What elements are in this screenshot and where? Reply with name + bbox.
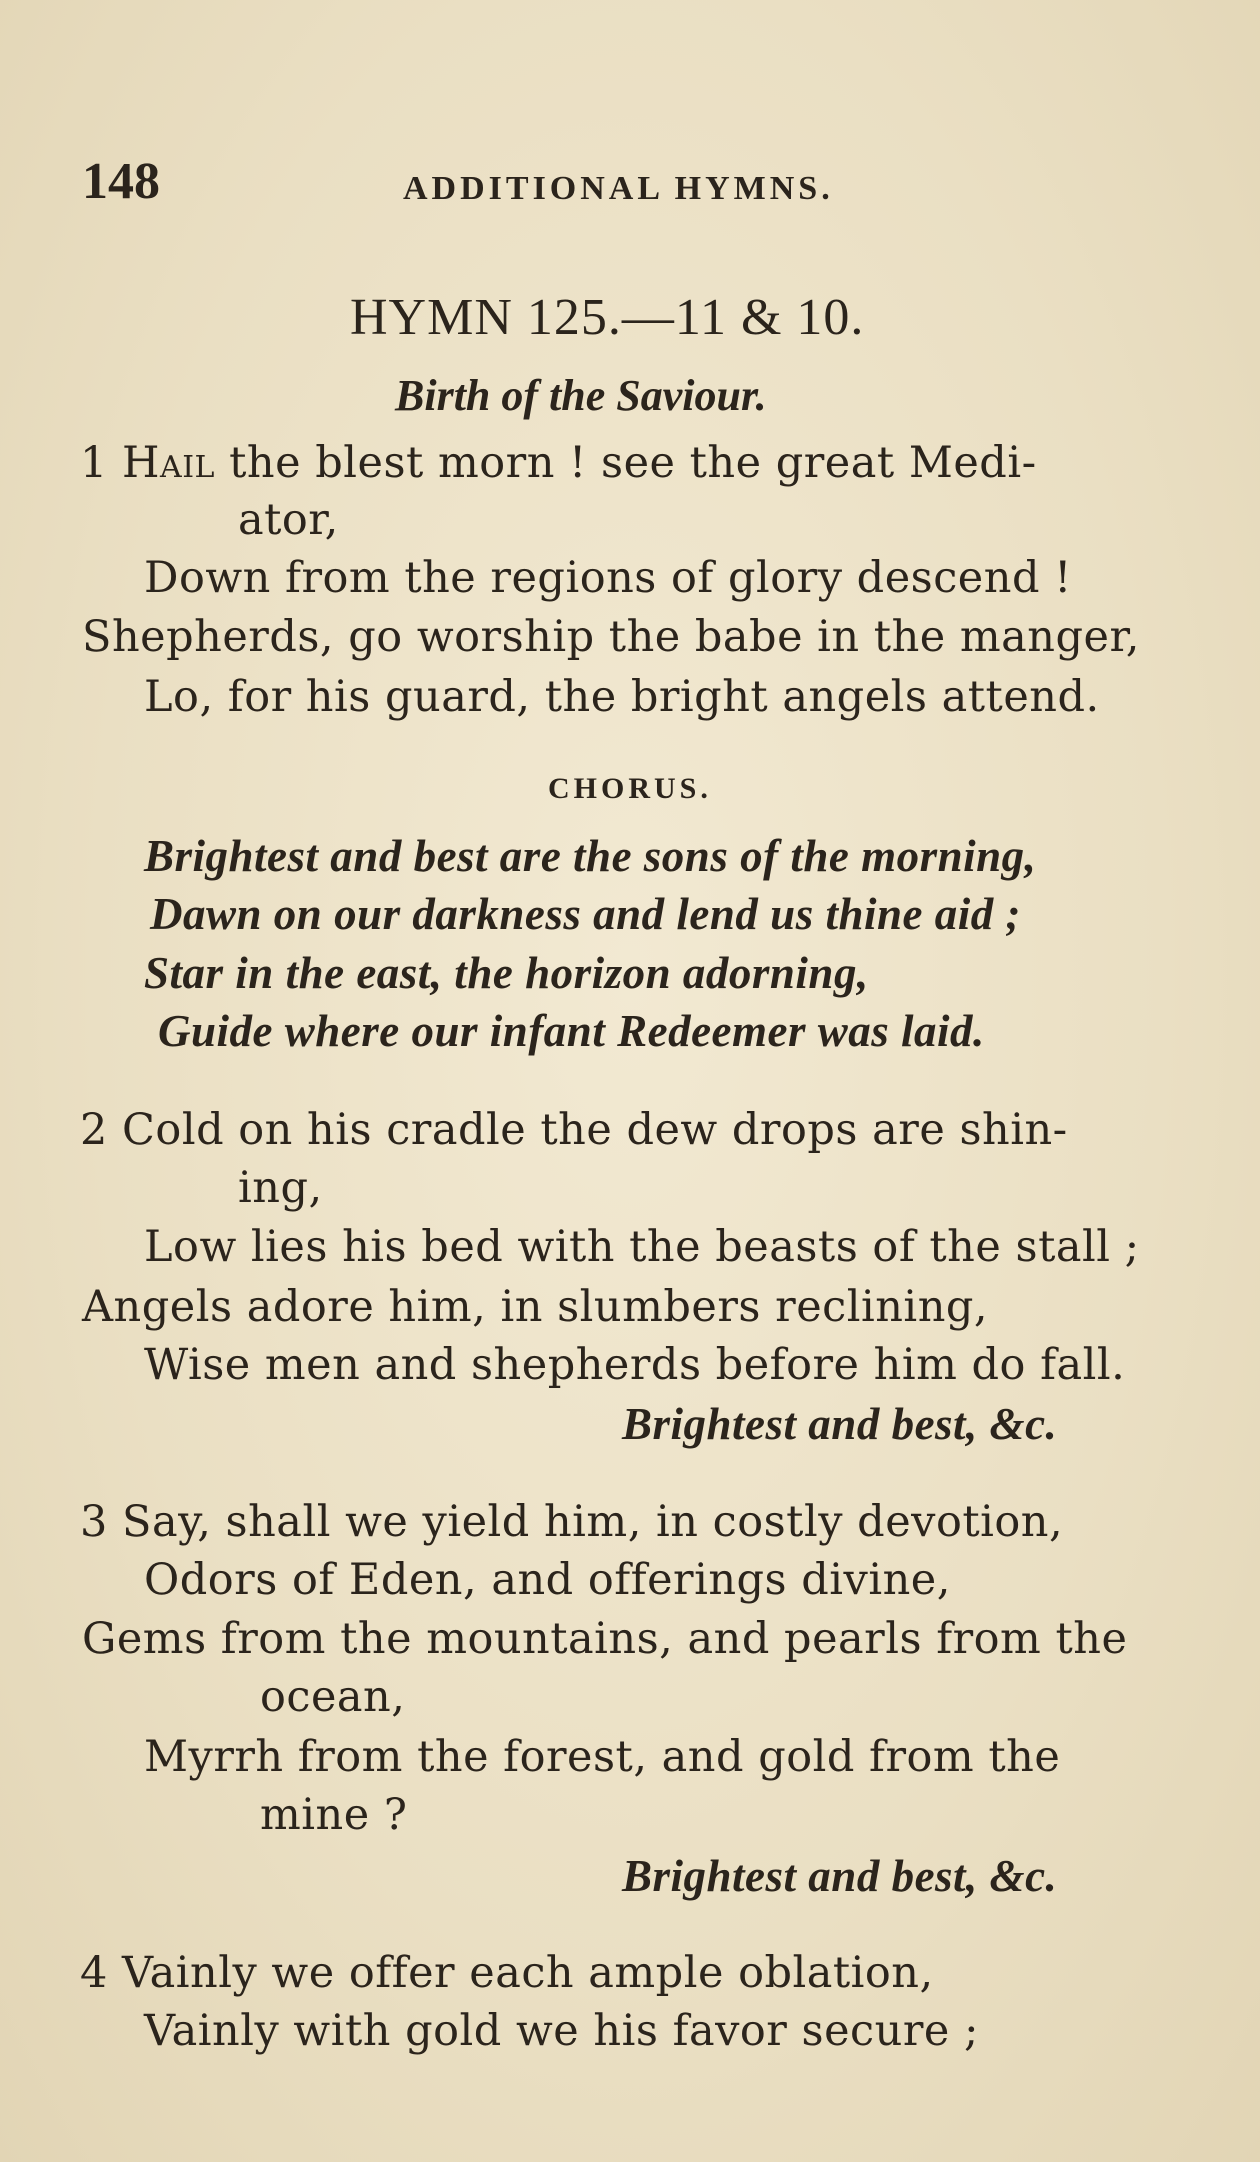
verse-2-line-2: Low lies his bed with the beasts of the stall ; (144, 1222, 1140, 1272)
chorus-line-3: Star in the east, the horizon adorning, (144, 948, 869, 998)
verse-1-line-1 (80, 438, 1037, 488)
verse-line-text: the blest morn ! see the great Medi- (229, 438, 1037, 488)
verse-3-line-3: Gems from the mountains, and pearls from the (82, 1614, 1128, 1664)
verse-3-line-1 (80, 1497, 1063, 1547)
verse-1-line-4: Lo, for his guard, the bright angels attend. (144, 672, 1100, 722)
page-number: 148 (82, 153, 160, 210)
verse-number: 1 (80, 438, 108, 488)
verse-3-refrain: Brightest and best, &c. (622, 1851, 1058, 1901)
verse-3-line-3-cont: ocean, (260, 1672, 406, 1722)
verse-2-refrain: Brightest and best, &c. (622, 1399, 1058, 1449)
verse-line-text: Cold on his cradle the dew drops are shin- (122, 1105, 1068, 1155)
chorus-line-4: Guide where our infant Redeemer was laid. (158, 1006, 985, 1056)
verse-2-line-1 (80, 1105, 1068, 1155)
verse-3-line-4: Myrrh from the forest, and gold from the (144, 1732, 1061, 1782)
verse-1-line-3: Shepherds, go worship the babe in the manger, (82, 612, 1140, 662)
verse-number: 3 (80, 1497, 108, 1547)
verse-number: 2 (80, 1105, 108, 1155)
verse-line-text: Say, shall we yield him, in costly devotion, (122, 1497, 1064, 1547)
hymn-title: HYMN 125.—11 & 10. (350, 289, 865, 346)
verse-3-line-4-cont: mine ? (260, 1790, 408, 1840)
verse-1-line-2: Down from the regions of glory descend ! (144, 553, 1072, 603)
verse-1-line-1-cont: ator, (238, 495, 339, 545)
verse-2-line-1-cont: ing, (238, 1163, 323, 1213)
hymn-subtitle: Birth of the Saviour. (395, 371, 767, 420)
verse-2-line-3: Angels adore him, in slumbers reclining, (82, 1282, 989, 1332)
verse-number: 4 (80, 1948, 108, 1998)
chorus-line-1: Brightest and best are the sons of the morning, (144, 831, 1037, 881)
verse-line-text: Vainly we offer each ample oblation, (122, 1948, 934, 1998)
chorus-line-2: Dawn on our darkness and lend us thine aid ; (150, 889, 1021, 939)
verse-4-line-1 (80, 1948, 934, 1998)
verse-first-word: Hail (122, 438, 215, 488)
verse-2-line-4: Wise men and shepherds before him do fall. (144, 1340, 1126, 1390)
chorus-heading: CHORUS. (548, 772, 712, 805)
running-title: ADDITIONAL HYMNS. (403, 170, 834, 207)
verse-4-line-2: Vainly with gold we his favor secure ; (144, 2006, 979, 2056)
verse-3-line-2: Odors of Eden, and offerings divine, (144, 1555, 951, 1605)
